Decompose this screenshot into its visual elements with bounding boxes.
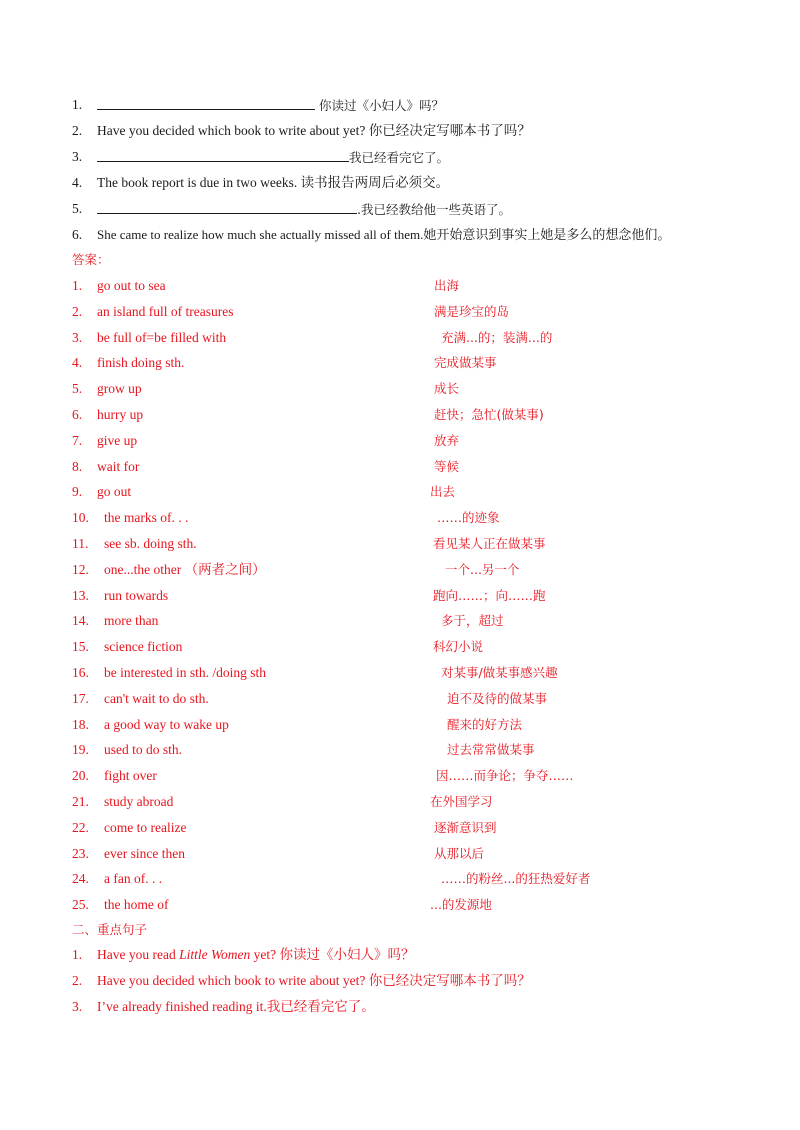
answer-english: more than xyxy=(104,613,159,629)
item-number: 9. xyxy=(72,484,83,500)
key-sentences-heading: 二、重点句子 xyxy=(72,922,148,937)
answer-english: finish doing sth. xyxy=(97,355,185,371)
item-number: 2. xyxy=(72,303,83,319)
answers-heading: 答案： xyxy=(72,252,110,267)
answer-chinese: 迫不及待的做某事 xyxy=(439,690,547,706)
item-number: 1. xyxy=(72,97,83,112)
item-number: 10. xyxy=(72,510,89,526)
answer-english: the home of xyxy=(104,897,169,913)
answer-chinese: 放弃 xyxy=(434,432,460,448)
item-number: 7. xyxy=(72,432,83,448)
answer-chinese: 逐渐意识到 xyxy=(434,819,497,835)
sentence-text-post: yet? 你读过《小妇人》吗？ xyxy=(250,947,415,962)
sentence-text: Have you decided which book to write about yet? 你已经决定写哪本书了吗？ xyxy=(97,973,531,988)
answer-chinese: 出去 xyxy=(430,484,456,500)
item-number: 16. xyxy=(72,665,89,680)
answer-chinese: 充满...的；装满...的 xyxy=(437,329,553,345)
item-number: 14. xyxy=(72,613,89,629)
answer-english: run towards xyxy=(104,587,169,603)
answer-chinese: 出海 xyxy=(434,278,460,293)
answer-chinese: 跑向……；向……跑 xyxy=(433,587,546,603)
answer-english: wait for xyxy=(97,458,140,474)
answer-english: grow up xyxy=(97,381,142,397)
item-text: She came to realize how much she actually missed all of them.她开始意识到事实上她是多么的想念他们。 xyxy=(97,227,671,242)
answer-english: one...the other （两者之间） xyxy=(104,561,266,577)
answer-chinese: 醒来的好方法 xyxy=(439,716,522,732)
item-text: 你读过《小妇人》吗？ xyxy=(315,98,444,113)
answer-english: give up xyxy=(97,432,138,448)
item-text: .我已经教给他一些英语了。 xyxy=(357,202,511,217)
answer-chinese: 满是珍宝的岛 xyxy=(434,303,510,319)
item-number: 3. xyxy=(72,999,83,1014)
answer-chinese: 在外国学习 xyxy=(430,794,493,809)
item-number: 6. xyxy=(72,227,83,242)
item-number: 15. xyxy=(72,639,89,655)
answer-english: used to do sth. xyxy=(104,742,183,758)
sentence-text-pre: Have you read xyxy=(97,947,180,962)
answer-chinese: 过去常常做某事 xyxy=(439,742,535,758)
item-number: 12. xyxy=(72,561,89,577)
answer-chinese: ……的迹象 xyxy=(437,510,500,526)
answer-chinese: 从那以后 xyxy=(434,845,485,861)
answer-english: go out to sea xyxy=(97,278,166,293)
item-number: 1. xyxy=(72,947,83,962)
answer-chinese: 对某事/做某事感兴趣 xyxy=(437,665,558,680)
answer-english: ever since then xyxy=(104,845,185,861)
item-number: 5. xyxy=(72,381,83,397)
answer-english: see sb. doing sth. xyxy=(104,536,197,551)
item-number: 21. xyxy=(72,794,89,809)
answer-chinese: 因……而争论；争夺…… xyxy=(436,768,574,784)
answer-english: a fan of. . . xyxy=(104,871,163,887)
item-number: 3. xyxy=(72,329,83,345)
item-number: 2. xyxy=(72,973,83,988)
item-number: 18. xyxy=(72,716,89,732)
answer-blank xyxy=(97,148,349,162)
item-text: Have you decided which book to write about yet? 你已经决定写哪本书了吗？ xyxy=(97,123,531,138)
item-number: 25. xyxy=(72,897,89,913)
item-number: 24. xyxy=(72,871,89,887)
answer-chinese: ……的粉丝...的狂热爱好者 xyxy=(437,871,591,887)
item-number: 5. xyxy=(72,201,83,216)
answer-english: the marks of. . . xyxy=(104,510,189,526)
answer-blank xyxy=(97,96,315,110)
item-number: 4. xyxy=(72,355,83,371)
answer-chinese: 看见某人正在做某事 xyxy=(433,536,546,551)
answer-chinese: 成长 xyxy=(434,381,460,397)
sentence-text: I’ve already finished reading it.我已经看完它了。 xyxy=(97,999,375,1014)
answer-english: fight over xyxy=(104,768,157,784)
answer-chinese: 一个...另一个 xyxy=(445,561,520,577)
answer-english: a good way to wake up xyxy=(104,716,229,732)
item-text: 我已经看完它了。 xyxy=(349,150,450,165)
answer-chinese: 科幻小说 xyxy=(433,639,484,655)
item-number: 23. xyxy=(72,845,89,861)
item-number: 1. xyxy=(72,278,83,293)
answer-english: be full of=be filled with xyxy=(97,329,227,345)
answer-chinese: 多于，超过 xyxy=(437,613,504,629)
answer-chinese: ...的发源地 xyxy=(430,897,492,913)
answer-english: can't wait to do sth. xyxy=(104,690,209,706)
answer-english: come to realize xyxy=(104,819,187,835)
book-title: Little Women xyxy=(179,947,251,962)
answer-english: be interested in sth. /doing sth xyxy=(104,665,266,680)
answer-english: hurry up xyxy=(97,407,144,422)
item-number: 20. xyxy=(72,768,89,784)
item-number: 8. xyxy=(72,458,83,474)
answer-chinese: 等候 xyxy=(434,458,460,474)
item-number: 2. xyxy=(72,123,83,138)
answer-english: study abroad xyxy=(104,794,174,809)
answer-chinese: 赶快；急忙(做某事) xyxy=(434,407,544,422)
answer-blank xyxy=(97,200,357,214)
item-number: 17. xyxy=(72,690,89,706)
item-number: 4. xyxy=(72,175,83,190)
answer-english: an island full of treasures xyxy=(97,303,234,319)
item-number: 11. xyxy=(72,536,89,551)
answer-chinese: 完成做某事 xyxy=(434,355,497,371)
item-number: 3. xyxy=(72,149,83,164)
item-number: 13. xyxy=(72,587,89,603)
item-number: 6. xyxy=(72,407,83,422)
item-text: The book report is due in two weeks. 读书报告两周后必须交。 xyxy=(97,175,450,190)
answer-english: go out xyxy=(97,484,132,500)
item-number: 22. xyxy=(72,819,89,835)
item-number: 19. xyxy=(72,742,89,758)
answer-english: science fiction xyxy=(104,639,183,655)
